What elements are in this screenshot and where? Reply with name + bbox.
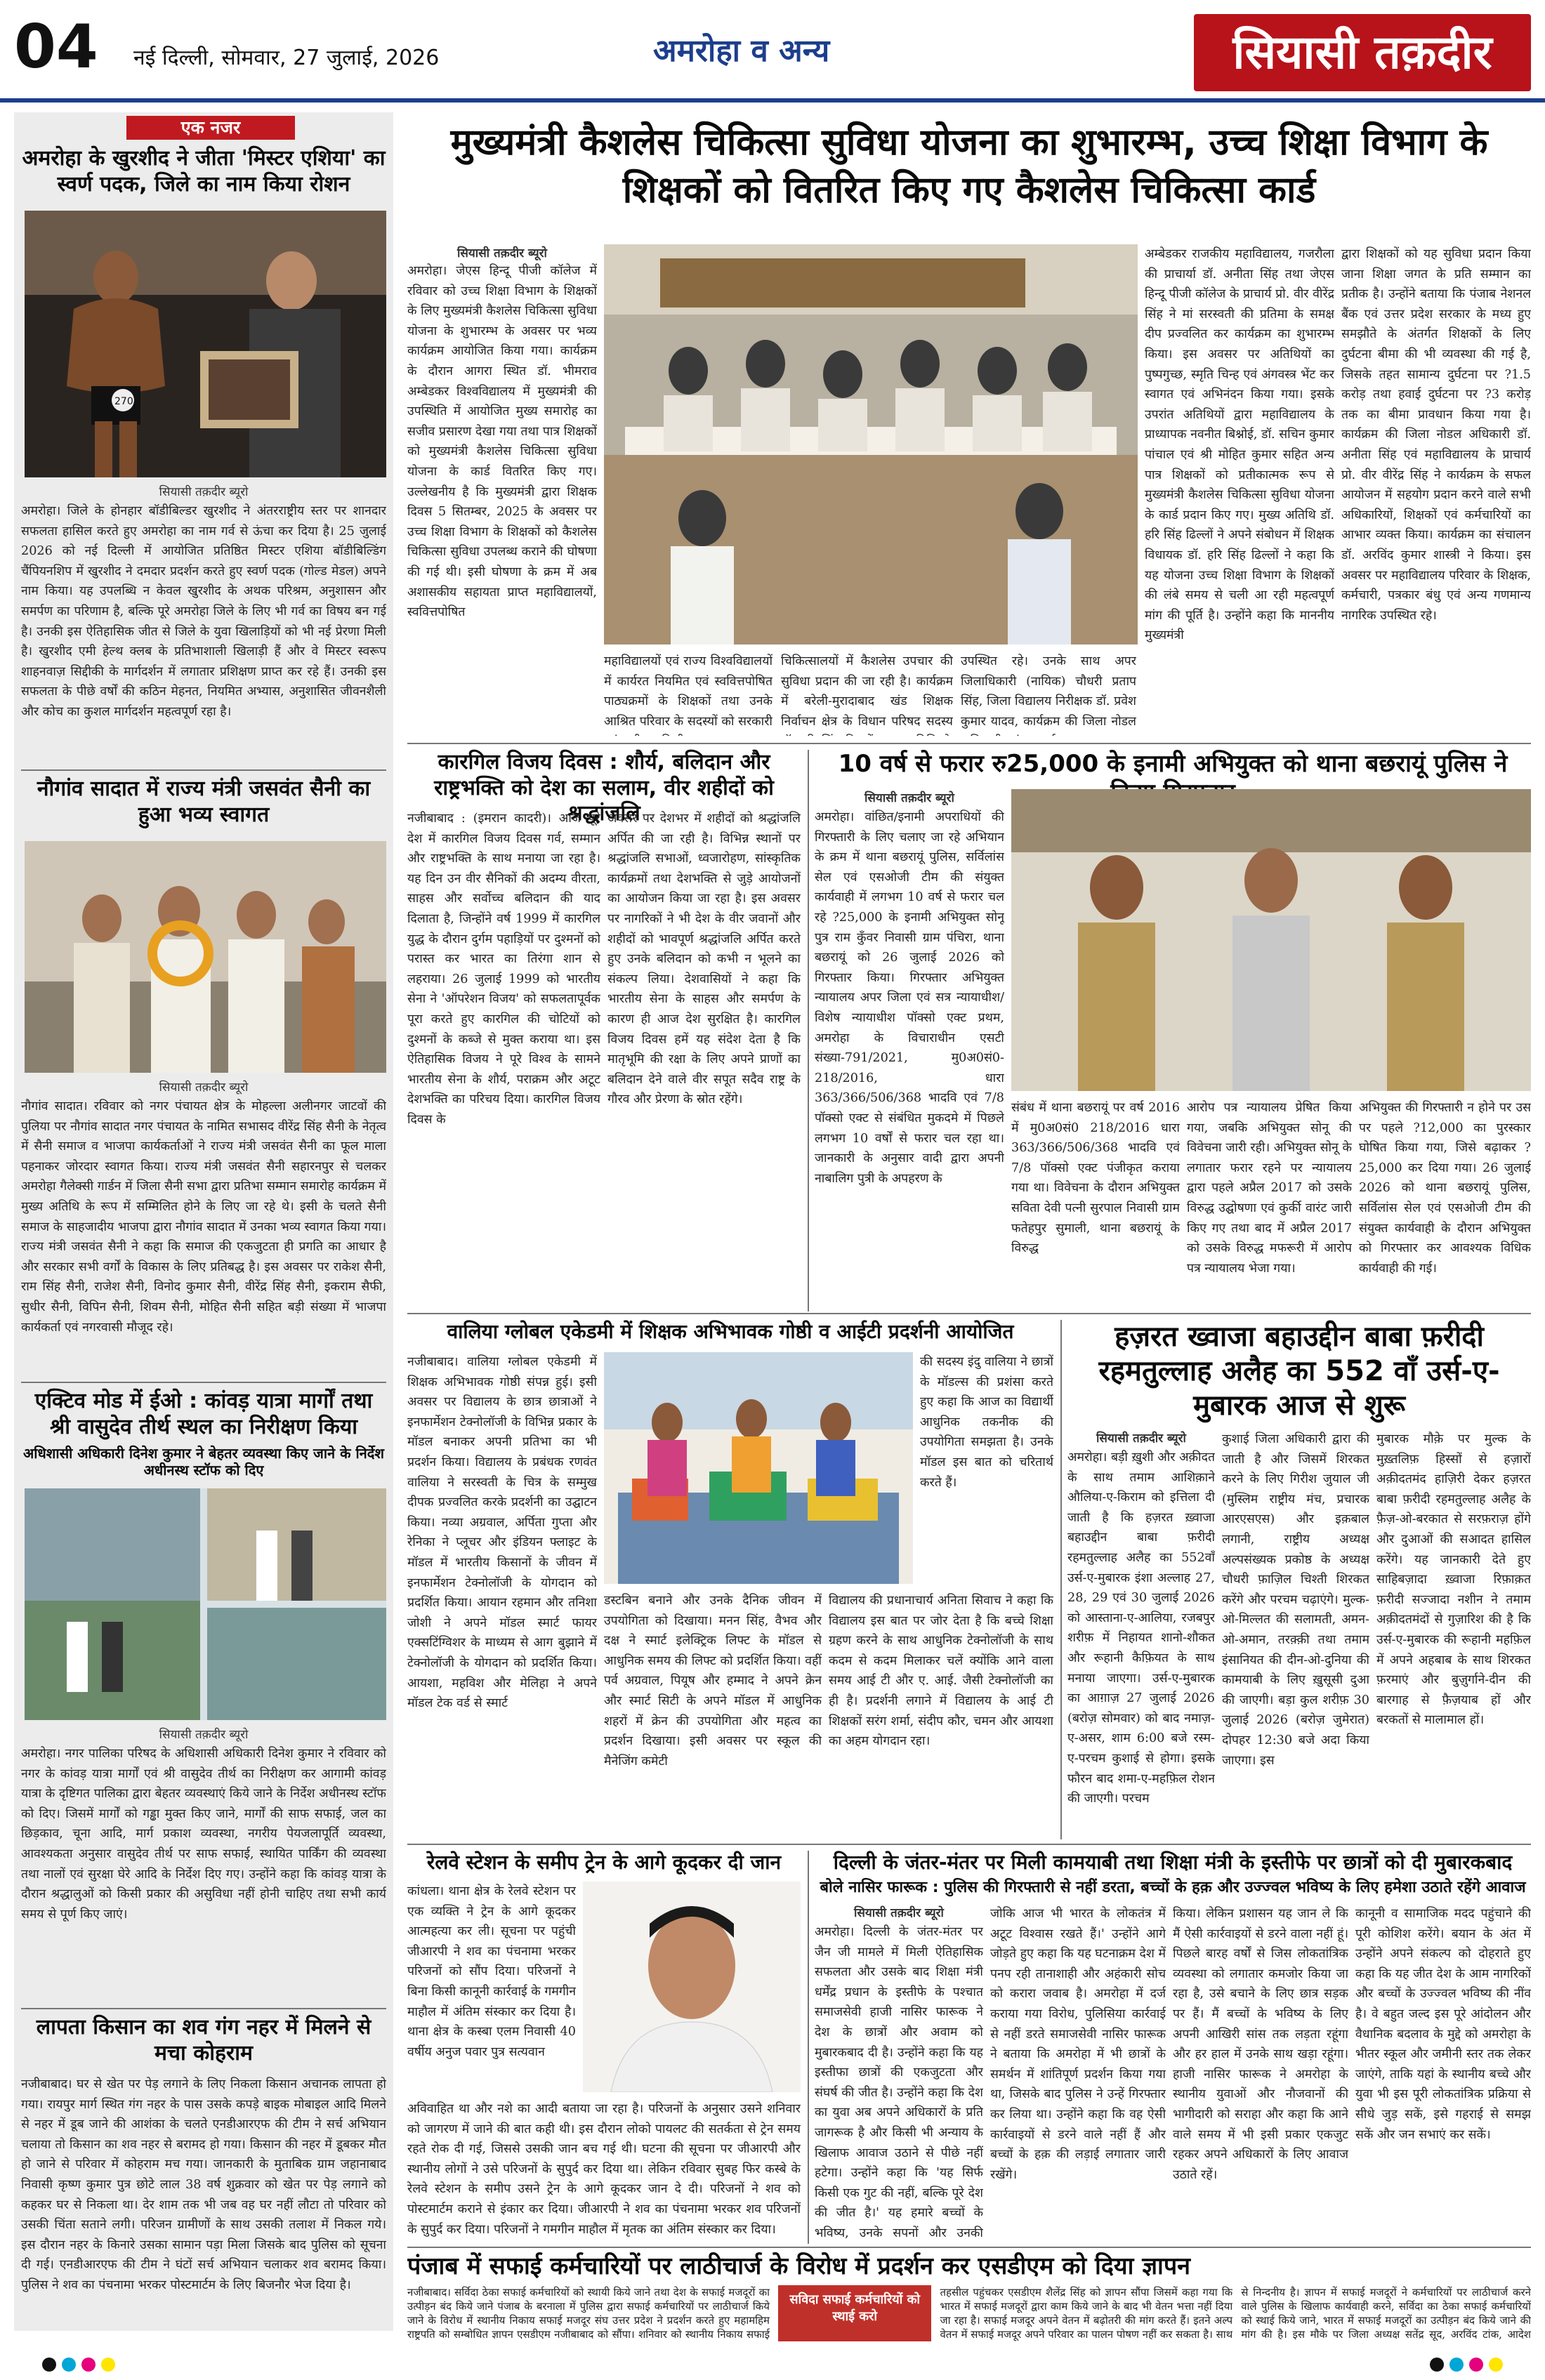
valiya-col-1: नजीबाबाद। वालिया ग्लोबल एकेडमी में शिक्षक अभिभावक गोष्ठी संपन्न हुई। इसी अवसर पर विद्यालय के छात्र छात्राओं ने इनफार्मेशन टेक्नोलॉजी के विभिन्न प्रकार के मॉडल बनाकर अपनी प्रतिभा का भी प्रदर्शन किया। विद्यालय के प्रबंधक रणवंत वालिया ने सरस्वती के चित्र के सम्मुख दीपक प्रज्वलित करके प्रदर्शनी का उद्घाटन किया। नव्या अग्रवाल, अर्पिता गुप्ता और रेनिका ने प्लूचर और इंडियन फ्लाइट के मॉडल में भारतीय किसानों के जीवन में इनफार्मेशन टेक्नोलॉजी के योगदान को प्रदर्शित किया। आयान रहमान और तनिशा जोशी ने अपने मॉडल स्मार्ट फायर एक्सटिंग्विशर के माध्यम से आग बुझाने में टेक्नोलॉजी के योगदान को प्रदर्शित किया। आयशा, महविश और मेलिहा ने अपने मॉडल टेक वर्ड से स्मार्ट [407,1355,597,1711]
registration-dot [101,2358,115,2372]
lead-col-5: अम्बेडकर राजकीय महाविद्यालय, गजरौला की प्राचार्या डॉ. अनीता सिंह तथा जेएस हिन्दू पीजी कॉलेज के प्राचार्य प्रो. वीर वीरेंद्र सिंह ने मां सरस्वती की प्रतिमा के समक्ष दीप प्रज्वलित कर कार्यक्रम का शुभारम्भ किया। इस अवसर पर अतिथियों का पुष्पगुच्छ, स्मृति चिन्ह एवं अंगवस्त्र भेंट कर स्वागत एवं अभिनंदन किया गया। इसके उपरांत अतिथियों द्वारा महाविद्यालय के प्राध्यापक नवनीत बिश्नोई, डॉ. सचिन कुमार पांचाल एवं श्री मोहित कुमार सहित अन्य पात्र शिक्षकों को प्रतीकात्मक रूप से मुख्यमंत्री कैशलेस चिकित्सा सुविधा योजना के कार्ड प्रदान किए गए। मुख्य अतिथि डॉ. हरि सिंह ढिल्लों ने अपने संबोधन में शिक्षक विधायक डॉ. हरि सिंह ढिल्लों ने कहा कि यह योजना उच्च शिक्षा विभाग के शिक्षकों की लंबे समय से चली आ रही महत्वपूर्ण मांग की पूर्ति है। उन्होंने कहा कि माननीय मुख्यमंत्री [1145,247,1334,643]
reward-col-1: अमरोहा। वांछित/इनामी अपराधियों की गिरफ्तारी के लिए चलाए जा रहे अभियान के क्रम में थाना बछरायूं पुलिस, सर्विलांस सेल एवं एसओजी टीम की संयुक्त कार्यवाही में लगभग 10 वर्ष से फरार चल रहे ?25,000 के इनामी अभियुक्त सोनू पुत्र राम कुँवर निवासी ग्राम पंचिरा, थाना बछरायूं को 26 जुलाई 2026 को गिरफ्तार किया। गिरफ्तार अभियुक्त न्यायालय अपर जिला एवं सत्र न्यायाधीश/विशेष न्यायाधीश पॉक्सो एक्ट प्रथम, अमरोहा के विचाराधीन एसटी संख्या-791/2021, मु0अ0सं0-218/2016, धारा 363/366/506/368 भादवि एवं 7/8 पॉक्सो एक्ट से संबंधित मुकदमे में पिछले लगभग 10 वर्षों से फरार चल रहा था। जानकारी के अनुसार वादी द्वारा अपनी नाबालिग पुत्री के अपहरण के [815,810,1004,1186]
divider [808,1851,809,2244]
article-title: एक्टिव मोड में ईओ : कांवड़ यात्रा मार्गों तथा श्री वासुदेव तीर्थ स्थल का निरीक्षण किया [34,1389,373,1439]
lead-photo [604,244,1138,644]
color-marks-right [1430,2358,1503,2372]
article-title: लापता किसान का शव गंग नहर में मिलने से मचा कोहराम [36,2015,372,2065]
article-title: 10 वर्ष से फरार रु25,000 के इनामी अभियुक्त को थाना बछरायूं पुलिस ने [838,750,1508,778]
divider [407,2247,1531,2248]
kargil-col-1: नजीबाबाद : (इमरान कादरी)। आज पूरे देश में कारगिल विजय दिवस गर्व, सम्मान और राष्ट्रभक्ति के साथ मनाया जा रहा है। यह दिन उन वीर सैनिकों की अदम्य वीरता, साहस और सर्वोच्च बलिदान की याद दिलाता है, जिन्होंने वर्ष 1999 में कारगिल युद्ध के दौरान दुर्गम पहाड़ियों पर दुश्मनों को परास्त कर भारत का तिरंगा शान से लहराया। 26 जुलाई 1999 को भारतीय सेना ने 'ऑपरेशन विजय' को सफलतापूर्वक पूरा करते हुए कारगिल की चोटियों को दुश्मनों के कब्जे से मुक्त कराया था। इस ऐतिहासिक विजय ने पूरे विश्व के सामने भारतीय सेना के शौर्य, पराक्रम और अटूट देशभक्ति का परिचय दिया। कारगिल विजय दिवस के [407,812,600,1127]
article-body: नजीबाबाद। घर से खेत पर पेड़ लगाने के लिए निकला किसान अचानक लापता हो गया। रायपुर मार्ग स्थित गंग नहर के पास उसके कपड़े बाइक मोबाइल आदि मिलने से नहर में डूब जाने की आशंका के चलते एनडीआरएफ की टीम ने सर्च अभियान चलाया तो किसान का शव नहर से बरामद हो गया। किसान की नहर में डूबकर मौत हो जाने से परिवार में कोहराम मच गया। जानकारी के मुताबिक ग्राम जहानाबाद निवासी कृष्ण कुमार पुत्र छोटे लाल 38 वर्ष शुक्रवार को खेत पर पेड़ लगाने को कहकर घर से निकला था। देर शाम तक भी जब वह घर नहीं लौटा तो परिवार को उसकी चिंता सताने लगी। परिजन ग्रामीणों के साथ उसकी तलाश में निकल गये। इस दौरान नहर के किनारे उसका सामान पड़ा मिला जिसके बाद पुलिस को सूचना दी गई। एनडीआरएफ की टीम ने घंटों सर्च अभियान चलाकर शव बरामद किया। पुलिस ने शव का पंचनामा भरकर पोस्टमार्टम के लिए बिजनौर भेज दिया है। [21,2077,386,2292]
article-body: अमरोहा। जिले के होनहार बॉडीबिल्डर खुरशीद ने अंतरराष्ट्रीय स्तर पर शानदार सफलता हासिल करते हुए अमरोहा का नाम गर्व से ऊंचा कर दिया है। 25 जुलाई 2026 को नई दिल्ली में आयोजित प्रतिष्ठित मिस्टर एशिया बॉडीबिल्डिंग चैंपियनशिप में खुरशीद ने दमदार प्रदर्शन करते हुए स्वर्ण पदक (गोल्ड मेडल) अपने नाम किया। यह उपलब्धि न केवल खुरशीद के अथक परिश्रम, अनुशासन और समर्पण का परिणाम है, बल्कि पूरे अमरोहा जिले के लिए भी गर्व का विषय बन गई है। उनकी इस ऐतिहासिक जीत से जिले के युवा खिलाड़ियों को भी नई प्रेरणा मिली है। खुरशीद एमी हेल्थ क्लब के प्रतिभाशाली खिलाड़ी हैं और वे मिस्टर स्वरूप शाहनवाज़ सिद्दीकी के मार्गदर्शन में लगातार प्रशिक्षण प्राप्त कर रहे हैं। उनकी इस सफलता के पीछे वर्षों की कठिन मेहनत, नियमित अभ्यास, अनुशासित जीवनशैली और कोच का कुशल मार्गदर्शन महत्वपूर्ण रहा है। [21,504,386,719]
delhi-col-4: कानूनी व सामाजिक मदद पहुंचाने की पूरी कोशिश करेंगे। बयान के अंत में उन्होंने अपने संकल्प को दोहराते हुए कहा कि यह जीत देश के आम नागरिकों और बच्चों के उज्ज्वल भविष्य की नींव है। वे बहुत जल्द इस पूरे आंदोलन और वैधानिक बदलाव के मुद्दे को अमरोहा के भीतर स्कूल और जमीनी स्तर तक लेकर जाएंगे, ताकि यहां के स्थानीय बच्चे और युवा भी इस पूरी लोकतांत्रिक प्रक्रिया से सीधे जुड़ सकें, इसे गहराई से समझ सकें और जन सभाएं कर सकें। [1355,1907,1531,2142]
byline: सियासी तक़दीर ब्यूरो [457,246,547,260]
divider [21,1382,386,1383]
reward-col-3: आरोप पत्र न्यायालय प्रेषित किया गया, जबकि अभियुक्त सोनू की विवेचना जारी रही। अभियुक्त सोनू के लगातार फरार रहने पर न्यायालय द्वारा पहले अप्रैल 2017 को उसके विरुद्ध उद्घोषणा एवं कुर्की वारंट जारी किए गए तथा बाद में अप्रैल 2017 को उसके विरुद्ध मफरूरी में आरोप पत्र न्यायालय भेजा गया। [1187,1101,1352,1276]
divider [21,769,386,771]
punjab-col-3: से निन्दनीय है। ज्ञापन में सफाई मजदूरों ने कर्मचारियों पर लाठीचार्ज करने वाले पुलिस के खिलाफ कार्यवाही करने, सर्विदा का ठेका सफाई कर्मचारियों को स्थाई किये जाने, भारत में सफाई मजदूरों का उत्पीड़न बंद किये जाने की मांग की है। इस मौके पर जिला अध्यक्ष सतेंद्र सूद, अरविंद टांक, आदेश [1241,2286,1531,2341]
reward-col-2: संबंध में थाना बछरायूं पर वर्ष 2016 में मु0अ0सं0 218/2016 धारा 363/366/506/368 भादवि एवं 7/8 पॉक्सो एक्ट पंजीकृत कराया गया था। विवेचना के दौरान अभियुक्त सविता देवी पत्नी सुरपाल निवासी ग्राम फतेहपुर सुमाली, थाना बछरायूं के विरुद्ध [1011,1101,1180,1256]
article-body: नौगांव सादात। रविवार को नगर पंचायत क्षेत्र के मोहल्ला अलीनगर जाटवों की पुलिया पर नौगांव सादात नगर पंचायत के नामित सभासद वीरेंद्र सिंह सैनी के नेतृत्व में सैनी समाज व भाजपा कार्यकर्ताओं ने राज्य मंत्री जसवंत सैनी का फूल माला पहनाकर जोरदार स्वागत किया। राज्य मंत्री जसवंत सैनी सहारनपुर से चलकर अमरोहा गैलेक्सी गार्डन में जिला सैनी सभा द्वारा प्रतिभा सम्मान समारोह कार्यक्रम में मुख्य अतिथि के रूप में सम्मिलित होने के लिए जा रहे थे। इसी के चलते सैनी समाज के साहजादीय भाजपा द्वारा नौगांव सादात में उनका भव्य स्वागत किया गया। राज्य मंत्री जसवंत सैनी ने कहा कि समाज की एकजुटता ही प्रगति का आधार है और सरकार सभी वर्गों के विकास के लिए प्रतिबद्ध है। इस अवसर पर राकेश सैनी, राम सिंह सैनी, राजेश सैनी, विनोद कुमार सैनी, वीरेंद्र सिंह सैनी, इकराम सैफी, सुधीर सैनी, विपिन सैनी, शिवम सैनी, मोहित सैनी सहित बड़ी संख्या में भाजपा कार्यकर्ता एवं नगरवासी मौजूद रहे। [21,1099,386,1335]
bodybuilder-photo [25,211,386,477]
photo-caption: सियासी तक़दीर ब्यूरो [159,1728,249,1742]
registration-dot [1489,2358,1503,2372]
divider [21,2008,386,2009]
article-subtitle: अधिशासी अधिकारी दिनेश कुमार ने बेहतर व्यवस्था किए जाने के निर्देश अधीनस्थ स्टॉफ को दिए [23,1445,384,1479]
deceased-photo [583,1882,801,2092]
arrest-photo [1011,789,1531,1091]
divider [407,743,1531,744]
railway-col-2: अविवाहित था और नशे का आदी बताया जा रहा है। परिजनों के अनुसार उसने शनिवार को जागरण में जाने की बात कही थी। इस दौरान लोको पायलट की सतर्कता से ट्रेन समय रहते रोक दी गई, जिससे उसकी जान बच गई थी। घटना की सूचना पर जीआरपी और स्थानीय लोगों ने उसे परिजनों के सुपुर्द कर दिया था। लेकिन रविवार सुबह फिर कस्बे के रेलवे स्टेशन के समीप उसने ट्रेन के आगे कूदकर जान दे दी। परिजनों ने शव को पोस्टमार्टम कराने से इंकार कर दिया। जीआरपी ने शव का पंचनामा भरकर शव परिजनों के सुपुर्द कर दिया। परिजनों ने गमगीन माहौल में मृतक का अंतिम संस्कार कर दिया। [407,2102,801,2237]
delhi-col-3: किया। लेकिन प्रशासन यह जान ले कि मैं ऐसी कार्रवाइयों से डरने वाला नहीं हूं। पिछले बारह वर्षों से जिस लोकतांत्रिक व्यवस्था को लगातार कमजोर किया जा रहा है, उसे बचाने के लिए छात्र सड़क पर हैं। मैं बच्चों के भविष्य के लिए अपनी आखिरी सांस तक लड़ता रहूंगा और हर हाल में उनके साथ खड़ा रहूंगा। हाजी नासिर फारूक ने अमरोहा के स्थानीय युवाओं और नौजवानों की भागीदारी को सराहा और कहा कि आने वाले समय में भी इसी प्रकार एकजुट रहकर अपने अधिकारों के लिए आवाज उठाते रहें। [1173,1907,1348,2182]
valiya-col-3: डस्टबिन बनाने और उनके दैनिक जीवन में उपयोगिता को दिखाया। मनन सिंह, वैभव और दक्ष ने स्मार्ट इलेक्ट्रिक लिफ्ट के मॉडल से आधुनिक समय की लिफ्ट को प्रदर्शित किया। वहीं पर्व अग्रवाल, पियूष और हम्माद ने अपने क्रेन और स्मार्ट सिटी के अपने मॉडल में आधुनिक शहरों में क्रेन की उपयोगिता और महत्व का प्रदर्शन दिखाया। इसी अवसर पर स्कूल की मैनेजिंग कमेटी [604,1594,822,1769]
article-title: हज़रत ख्वाजा बहाउद्दीन बाबा फ़रीदी रहमतुल्लाह अलैह का 552 वाँ उर्स-ए-मुबारक आज से शुरू [1098,1321,1500,1422]
lead-col-1: अमरोहा। जेएस हिन्दू पीजी कॉलेज में रविवार को उच्च शिक्षा विभाग के शिक्षकों के लिए मुख्यमंत्री कैशलेस चिकित्सा सुविधा योजना के शुभारम्भ के अवसर पर भव्य कार्यक्रम आयोजित किया गया। कार्यक्रम के दौरान आगरा स्थित डॉ. भीमराव अम्बेडकर विश्वविद्यालय में मुख्यमंत्री की उपस्थिति में आयोजित मुख्य समारोह का सजीव प्रसारण देखा गया तथा पात्र शिक्षकों को मुख्यमंत्री कैशलेस चिकित्सा सुविधा योजना के कार्ड वितरित किए गए। उल्लेखनीय है कि मुख्यमंत्री द्वारा शिक्षक दिवस 5 सितम्बर, 2025 के अवसर पर उच्च शिक्षा विभाग के शिक्षकों को कैशलेस चिकित्सा सुविधा उपलब्ध कराने की घोषणा की गई थी। इसी घोषणा के क्रम में अब अशासकीय सहायता प्राप्त महाविद्यालयों, स्ववित्तपोषित [407,264,597,620]
article-title: रेलवे स्टेशन के समीप ट्रेन के आगे कूदकर दी जान [426,1851,782,1874]
divider [808,750,809,1311]
article-title: कारगिल विजय दिवस : शौर्य, बलिदान और राष्ट्रभक्ति को देश का सलाम, वीर शहीदों को श्रद्धांजलि [434,750,774,826]
protest-banner: सविदा सफाई कर्मचारियों को स्थाई करो [778,2285,931,2341]
article-title: नौगांव सादात में राज्य मंत्री जसवंत सैनी का हुआ भव्य स्वागत [37,776,371,827]
registration-dot [42,2358,56,2372]
svg-text:270: 270 [114,396,133,407]
lead-col-6: द्वारा शिक्षकों को यह सुविधा प्रदान किया जाना शिक्षा जगत के प्रति सम्मान का प्रतीक है। उन्होंने बताया कि पंजाब नेशनल बैंक एवं उत्तर प्रदेश सरकार के मध्य हुए समझौते के अंतर्गत शिक्षकों के लिए दुर्घटना बीमा की भी व्यवस्था की गई है, जिसके तहत सामान्य दुर्घटना पर ?1.5 करोड़ तथा हवाई दुर्घटना पर ?3 करोड़ तक का बीमा प्रावधान किया गया है। कार्यक्रम की जिला नोडल अधिकारी डॉ. अनीता सिंह एवं महाविद्यालय के प्राचार्य प्रो. वीर वीरेंद्र सिंह ने कार्यक्रम के सफल आयोजन में सहयोग प्रदान करने वाले सभी अधिकारियों, शिक्षकों एवं कर्मचारियों का आभार व्यक्त किया। कार्यक्रम का संचालन डॉ. अरविंद कुमार शास्त्री ने किया। इस अवसर पर महाविद्यालय परिवार के शिक्षक, कर्मचारी, पत्रकार बंधु एवं अन्य गणमान्य नागरिक उपस्थित रहे। [1341,247,1531,623]
punjab-col-2: तहसील पहुंचकर एसडीएम शैलेंद्र सिंह को ज्ञापन सौंपा जिसमें कहा गया कि भारत में सफाई मजदूरों द्वारा काम किये जाने के बाद भी वेतन भत्ता नहीं दिया जा रहा है। सफाई मजदूर अपने वेतन में बढ़ोतरी की मांग करते हैं। इतने अल्प वेतन में सफाई मजदूर अपने परिवार का पालन पोषण नहीं कर सकता है। साथ [940,2286,1233,2341]
kargil-col-2: अवसर पर देशभर में शहीदों को श्रद्धांजलि अर्पित की जा रही है। विभिन्न स्थानों पर श्रद्धांजलि सभाओं, ध्वजारोहण, सांस्कृतिक कार्यक्रमों तथा देशभक्ति से जुड़े आयोजनों का आयोजन किया जा रहा है। इस अवसर पर नागरिकों ने भी देश के वीर जवानों और शहीदों को भावपूर्ण श्रद्धांजलि अर्पित करते हुए उनके बलिदान को कभी न भूलने का संकल्प लिया। देशवासियों ने कहा कि भारतीय सेना के साहस और समर्पण के कारण ही आज देश सुरक्षित है। कारगिल विजय दिवस हमें यह संदेश देता है कि मातृभूमि की रक्षा के लिए अपने प्राणों का बलिदान देने वाले वीर सपूत सदैव राष्ट्र के गौरव और प्रेरणा के स्रोत रहेंगे। [607,812,801,1107]
masthead [0,0,1545,98]
article-title: वालिया ग्लोबल एकेडमी में शिक्षक अभिभावक गोष्ठी व आईटी प्रदर्शनी आयोजित [447,1320,1014,1343]
registration-dot [1430,2358,1444,2372]
urs-col-1: अमरोहा। बड़ी ख़ुशी और अक़ीदत के साथ तमाम आशिक़ाने औलिया-ए-किराम को इत्तिला दी जाती है कि हज़रत ख़्वाजा बहाउद्दीन बाबा फ़रीदी रहमतुल्लाह अलैह का 552वाँ उर्स-ए-मुबारक इंशा अल्लाह 27, 28, 29 एवं 30 जुलाई 2026 को आस्ताना-ए-आलिया, रजबपुर शरीफ़ में निहायत शानो-शौकत और रूहानी कैफ़ियत के साथ मनाया जाएगा। उर्स-ए-मुबारक का आग़ाज़ 27 जुलाई 2026 (बरोज़ सोमवार) को बाद नमाज़-ए-असर, शाम 6:00 बजे रस्म-ए-परचम कुशाई से होगा। इसके फौरन बाद शमा-ए-महफ़िल रोशन की जाएगी। परचम [1067,1450,1215,1806]
lead-headline: मुख्यमंत्री कैशलेस चिकित्सा सुविधा योजना का शुभारम्भ, उच्च शिक्षा विभाग के शिक्षकों को वितरित किए गए कैशलेस चिकित्सा कार्ड [450,121,1488,211]
page-number: 04 [14,12,98,82]
ek-nazar-label: एक नजर [126,116,295,140]
punjab-col-1: नजीबाबाद। सर्विदा ठेका सफाई कर्मचारियों को स्थायी किये जाने तथा देश के सफाई मजदूरों का उत्पीड़न बंद किये जाने पंजाब के बरनाला में पुलिस द्वारा सफाई कर्मचारियों पर लाठीचार्ज किये जाने के विरोध में स्थानीय निकाय सफाई मजदूर संघ उत्तर प्रदेश ने प्रदर्शन करते हुए महामहिम राष्ट्रपति को सम्बोधित ज्ञापन एसडीएम नजीबाबाद को सौंपा। शनिवार को स्थानीय निकाय सफाई [407,2286,770,2341]
urs-col-3: मुबारक मौक़े पर मुल्क के मुख़्तलिफ़ हिस्सों से हज़ारों अक़ीदतमंद हाज़िरी देकर हज़रत बाबा फ़रीदी रहमतुल्लाह अलैह के फ़ैज़-ओ-बरकात से सरफ़राज़ होंगे और दुआओं की सआदत हासिल करेंगे। यह जानकारी देते हुए साहिबज़ादा ख़्वाजा रिफ़ाक़त फ़रीदी सज्जादा नशीन ने तमाम अक़ीदतमंदों से गुज़ारिश की है कि उर्स-ए-मुबारक की रूहानी महफ़िल में अपने अहबाब के साथ शिरकत फ़रमाएं और बुज़ुर्गाने-दीन की बारगाह से फ़ैज़याब हों और बरकतों से मालामाल हों। [1376,1432,1531,1728]
divider [1060,1320,1062,1839]
photo-caption: सियासी तक़दीर ब्यूरो [159,485,249,499]
byline: सियासी तक़दीर ब्यूरो [854,1906,944,1920]
byline: सियासी तक़दीर ब्यूरो [1096,1432,1186,1446]
railway-col-1: कांधला। थाना क्षेत्र के रेलवे स्टेशन पर एक व्यक्ति ने ट्रेन के आगे कूदकर आत्महत्या कर ली। सूचना पर पहुंची जीआरपी ने शव का पंचनामा भरकर परिजनों को सौंप दिया। परिजनों ने बिना किसी कानूनी कार्रवाई के गमगीन माहौल में अंतिम संस्कार कर दिया है। थाना क्षेत्र के कस्बा एलम निवासी 40 वर्षीय अनुज पवार पुत्र सत्यवान [407,1884,576,2059]
welcome-photo [25,841,386,1073]
byline: सियासी तक़दीर ब्यूरो [864,791,954,805]
inspection-photo [25,1488,386,1720]
article-body: अमरोहा। नगर पालिका परिषद के अधिशासी अधिकारी दिनेश कुमार ने रविवार को नगर के कांवड़ यात्रा मार्गों एवं श्री वासुदेव तीर्थ का निरीक्षण कर आगामी कांवड़ यात्रा के दृष्टिगत पालिका द्वारा बेहतर व्यवस्थाएं किये जाने के निर्देश अधीनस्थ स्टॉफ को दिए। जिसमें मार्गों को गड्ढा मुक्त किए जाने, मार्गों की साफ सफाई, जल का छिड़काव, चूना आदि, मार्ग प्रकाश व्यवस्था, नगरीय पेयजलापूर्ति व्यवस्था, आवश्यकता अनुसार वासुदेव तीर्थ पर साफ सफाई, स्थायित पार्किंग की व्यवस्था तथा नालों एवं सुरक्षा घेरे आदि के निर्देश दिए गए। उन्होंने कहा कि कांवड़ यात्रा के दौरान श्रद्धालुओं को किसी प्रकार की असुविधा नहीं होनी चाहिए तथा सभी कार्य समय से पूर्ण किए जाएं। [21,1747,386,1922]
delhi-col-1: अमरोहा। दिल्ली के जंतर-मंतर पर जैन जी मामले में मिली ऐतिहासिक सफलता और उसके बाद शिक्षा मंत्री धर्मेंद्र प्रधान के इस्तीफे के पश्चात समाजसेवी हाजी नासिर फारूक ने देश के छात्रों और अवाम को मुबारकबाद दी है। उन्होंने कहा कि यह इस्तीफा छात्रों की एकजुटता और संघर्ष की जीत है। उन्होंने कहा कि देश का युवा अब अपने अधिकारों के प्रति जागरूक है और किसी भी अन्याय के खिलाफ आवाज उठाने से पीछे नहीं हटेगा। उन्होंने कहा कि 'यह सिर्फ किसी एक गुट की नहीं, बल्कि पूरे देश की जीत है।' यह हमारे बच्चों के भविष्य, उनके सपनों और उनकी [815,1925,983,2240]
lead-col-2: महाविद्यालयों एवं राज्य विश्वविद्यालयों में कार्यरत नियमित एवं स्ववित्तपोषित पाठ्यक्रमों के शिक्षकों तथा उनके आश्रित परिवार के सदस्यों को सरकारी [604,654,772,729]
urs-col-2: कुशाई जिला अधिकारी द्वारा की जाती है और जिसमें शिरकत करने के लिए गिरीश जुयाल जी (मुस्लिम राष्ट्रीय मंच, प्रचारक आरएसएस) और इक़बाल लगानी, राष्ट्रीय अध्यक्ष अल्पसंख्यक प्रकोष्ठ के अध्यक्ष चौधरी फ़ाज़िल चिश्ती शिरकत करेंगे और परचम चढ़ाएंगे। मुल्क-ओ-मिल्लत की सलामती, अमन-ओ-अमान, तरक़्क़ी तथा तमाम इंसानियत की दीन-ओ-दुनिया की कामयाबी के लिए ख़ुसूसी दुआ की जाएगी। बड़ा कुल शरीफ़ 30 जुलाई 2026 (बरोज़ जुमेरात) दोपहर 12:30 बजे अदा किया जाएगा। इस [1222,1432,1369,1768]
article-title: पंजाब में सफाई कर्मचारियों पर लाठीचार्ज के विरोध में प्रदर्शन कर एसडीएम को दिया ज्ञापन [407,2252,1191,2280]
photo-caption: सियासी तक़दीर ब्यूरो [159,1080,249,1095]
reward-col-4: अभियुक्त की गिरफ्तारी न होने पर उस पर पहले ?12,000 का पुरस्कार घोषित किया गया, जिसे बढ़ाकर ?25,000 कर दिया गया। 26 जुलाई 2026 को थाना बछरायूं पुलिस, सर्विलांस सेल एवं एसओजी टीम की संयुक्त कार्यवाही के दौरान अभियुक्त को गिरफ्तार कर आवश्यक विधिक कार्यवाही की गई। [1359,1101,1531,1276]
dateline: नई दिल्ली, सोमवार, 27 जुलाई, 2026 [133,46,440,70]
registration-dot [1469,2358,1483,2372]
article-subtitle: बोले नासिर फारूक : पुलिस की गिरफ्तारी से नहीं डरता, बच्चों के हक़ और उज्ज्वल भविष्य के लिए हमेशा उठाते रहेंगे आवाज [820,1879,1526,1896]
article-title: दिल्ली के जंतर-मंतर पर मिली कामयाबी तथा शिक्षा मंत्री के इस्तीफे पर छात्रों को दी मुबारकबाद [833,1851,1513,1874]
delhi-col-2: जोकि आज भी भारत के लोकतंत्र में अटूट विश्वास रखते हैं।' उन्होंने आगे जोड़ते हुए कहा कि यह घटनाक्रम देश में पनप रही तानाशाही और अहंकारी सोच को करारा जवाब है। अमरोहा में दर्ज कराया गया विरोध, पुलिसिया कार्रवाई से नहीं डरते समाजसेवी नासिर फारूक ने बताया कि अमरोहा में भी छात्रों के समर्थन में शांतिपूर्ण प्रदर्शन किया गया था, जिसके बाद पुलिस ने उन्हें गिरफ्तार कर लिया था। उन्होंने कहा कि वह ऐसी कार्रवाइयों से डरने वाले नहीं हैं और बच्चों के हक़ की लड़ाई लगातार जारी रखेंगे। [990,1907,1166,2182]
print-registration-bar [0,2349,1545,2380]
color-marks-left [42,2358,115,2372]
lead-col-4: उपस्थित रहे। उनके साथ अपर जिलाधिकारी (नायिक) चौधरी प्रताप सिंह, जिला विद्यालय निरीक्षक डॉ. प्रवेश कुमार यादव, कार्यक्रम की जिला नोडल [961,654,1136,729]
divider [407,1844,1531,1845]
header-rule [0,98,1545,103]
registration-dot [1449,2358,1464,2372]
lead-col-3: चिकित्सालयों में कैशलेस उपचार की सुविधा प्रदान की जा रही है। कार्यक्रम में बरेली-मुरादाबाद खंड शिक्षक निर्वाचन क्षेत्र के विधान परिषद सदस्य [781,654,953,729]
article-title: अमरोहा के खुरशीद ने जीता 'मिस्टर एशिया' का स्वर्ण पदक, जिले का नाम किया रोशन [22,146,386,197]
exhibition-photo [604,1352,913,1584]
registration-dot [62,2358,76,2372]
punjab-article [407,2252,1531,2343]
divider [407,1313,1531,1314]
valiya-col-2: की सदस्य इंदु वालिया ने छात्रों के मॉडल्स की प्रशंसा करते हुए कहा कि आज का विद्यार्थी आधुनिक तकनीक की उपयोगिता समझता है। उनके मॉडल इस बात को चरितार्थ करते हैं। [920,1355,1053,1490]
newspaper-brand: सियासी तक़दीर [1194,14,1531,91]
registration-dot [81,2358,96,2372]
section-name: अमरोहा व अन्य [653,33,830,69]
valiya-col-4: विद्यालय की प्रधानाचार्य अनिता सिवाच ने कहा कि विद्यालय इस बात पर जोर देता है कि बच्चे शिक्षा ग्रहण करने के साथ आधुनिक टेक्नोलॉजी के साथ कदम से कदम मिलाकर चलें क्योंकि आने वाला समय आई टी और ए. आई. जैसी टेक्नोलॉजी का ही है। प्रदर्शनी लगाने में विद्यालय के आई टी शिक्षकों सरंग शर्मा, संदीप कौर, चमन और आयशा का अहम योगदान रहा। [829,1594,1053,1749]
